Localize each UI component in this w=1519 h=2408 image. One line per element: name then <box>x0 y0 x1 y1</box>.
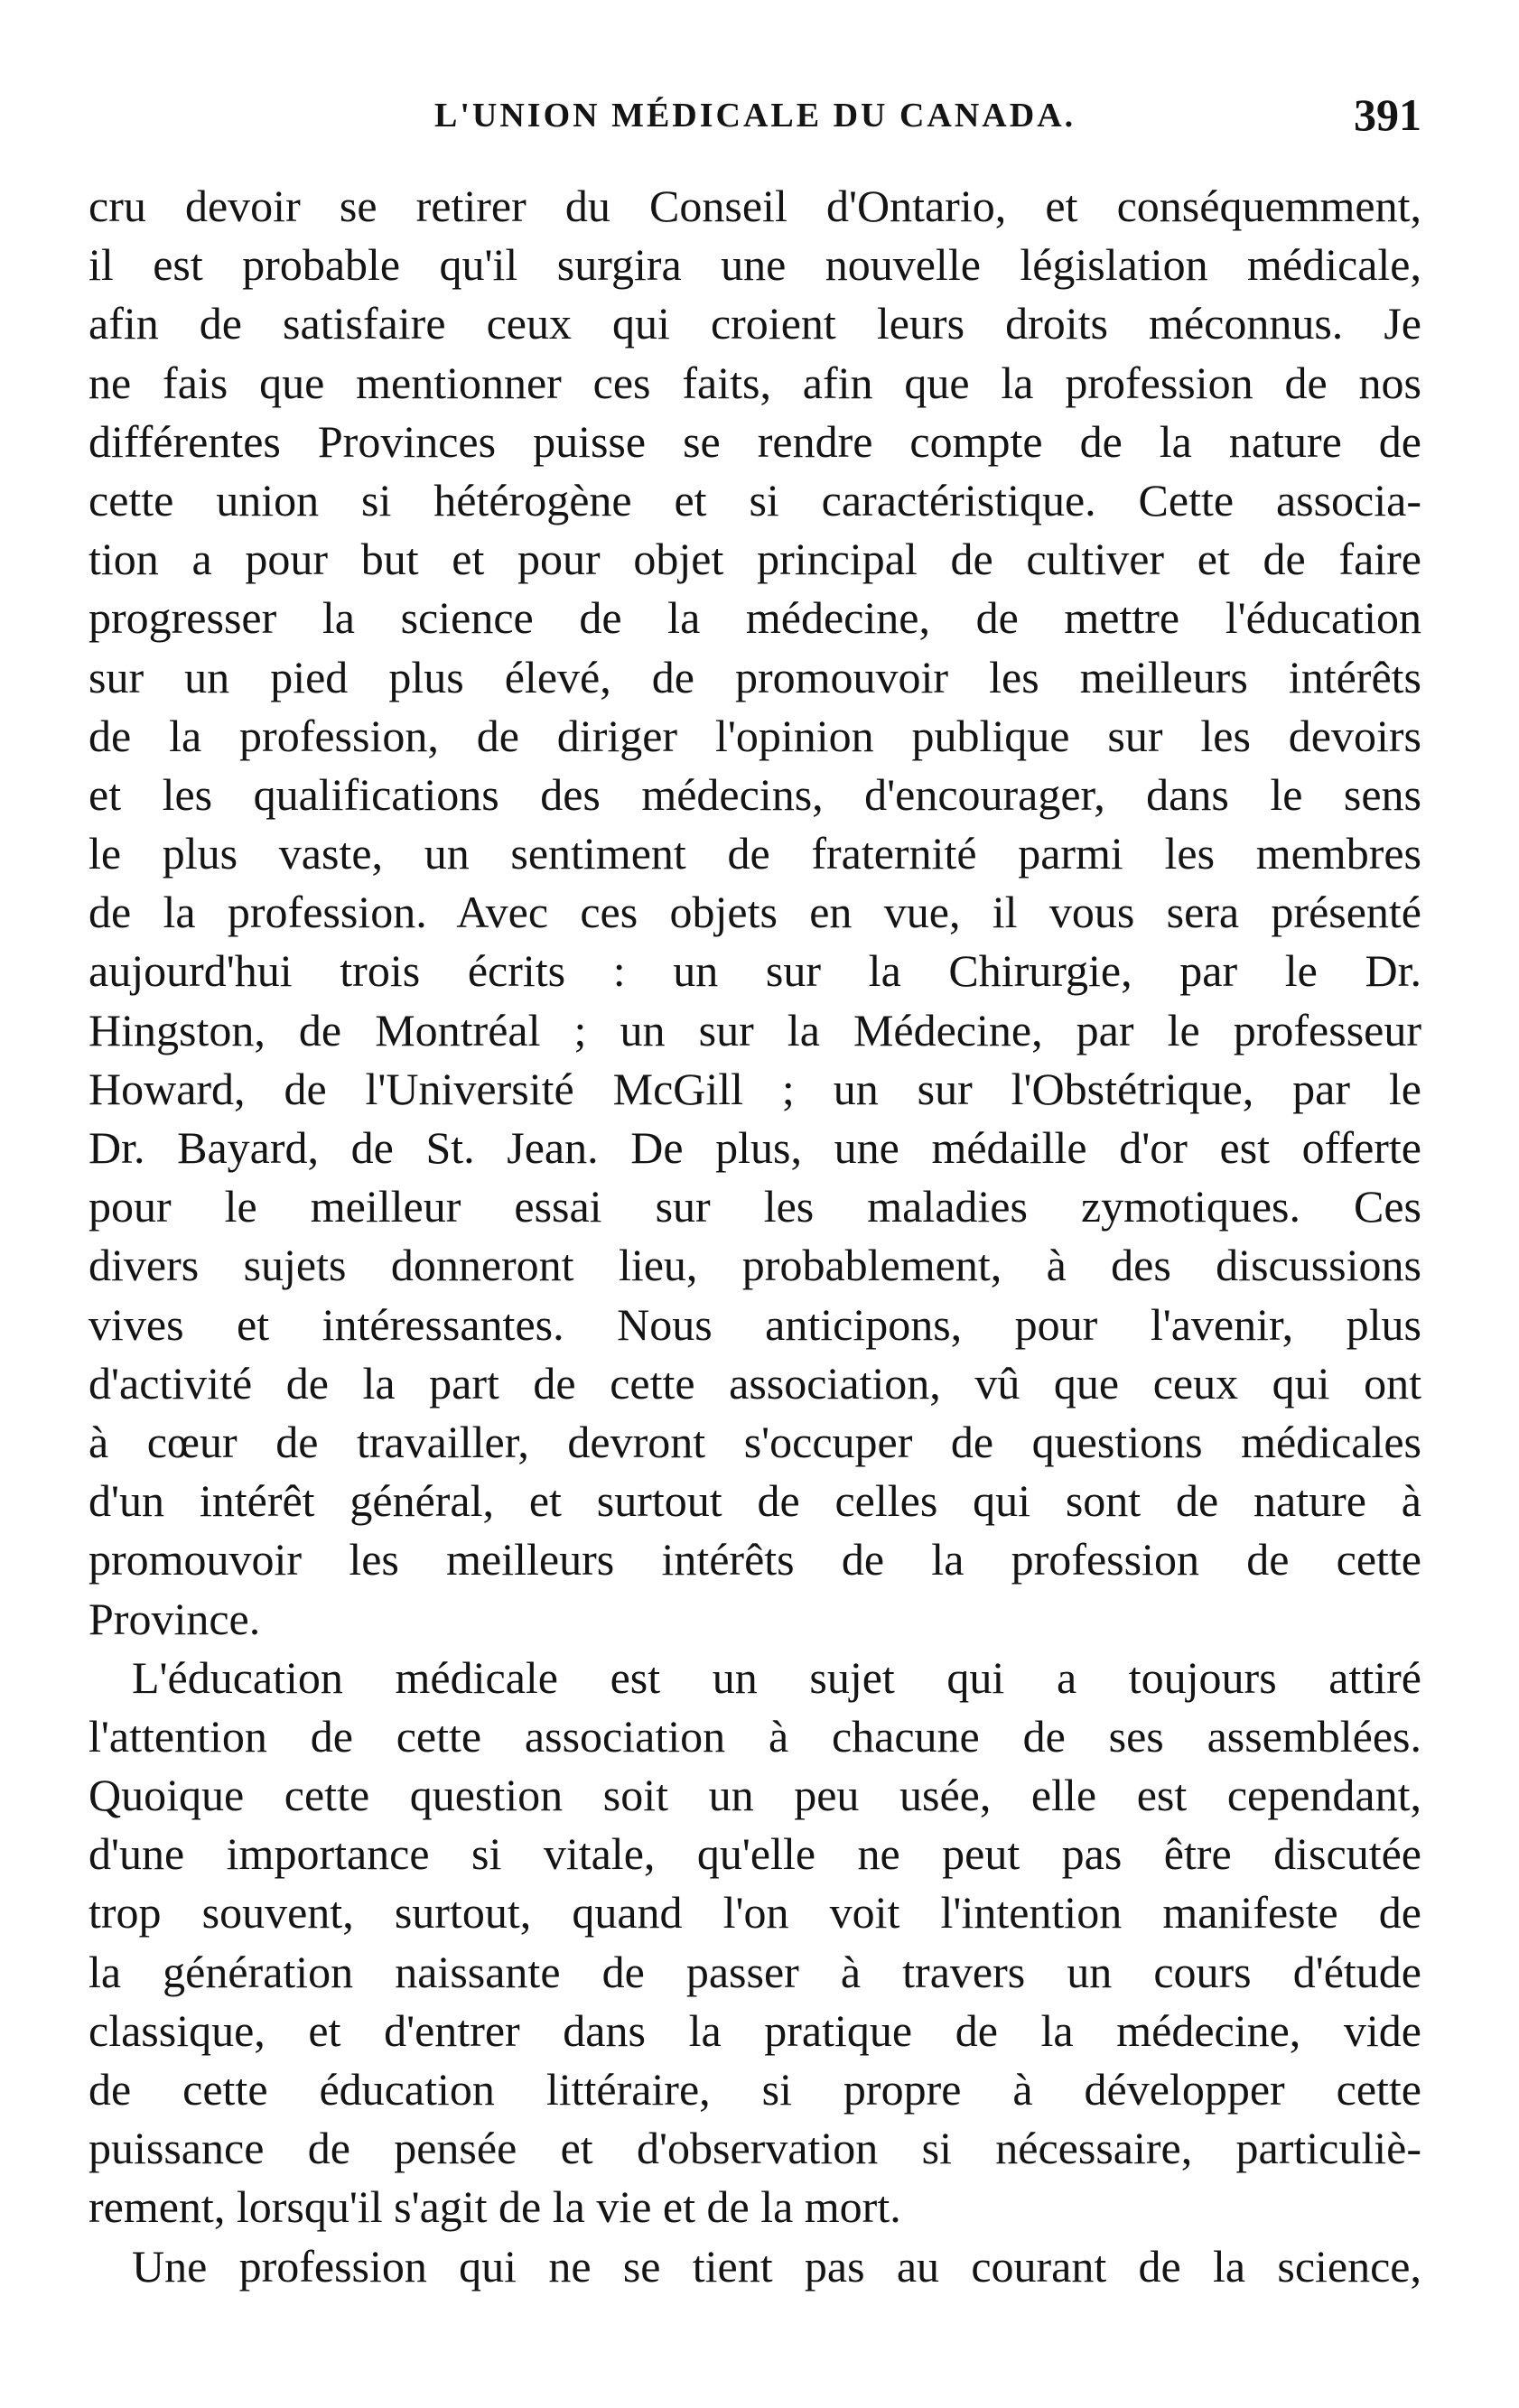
text-line: le plus vaste, un sentiment de fraternité parmi les membres <box>89 828 1421 879</box>
text-line: L'éducation médicale est un sujet qui a toujours attiré <box>132 1651 1421 1703</box>
text-line: Dr. Bayard, de St. Jean. De plus, une médaille d'or est offerte <box>89 1122 1421 1173</box>
text-line: d'une importance si vitale, qu'elle ne peut pas être discutée <box>89 1828 1421 1880</box>
page-number: 391 <box>1354 89 1421 140</box>
text-line: vives et intéressantes. Nous anticipons, pour l'avenir, plus <box>89 1298 1421 1350</box>
text-line: d'activité de la part de cette association, vû que ceux qui ont <box>89 1357 1421 1409</box>
text-line: rement, lorsqu'il s'agit de la vie et de la mort. <box>89 2181 901 2233</box>
body-text <box>89 177 1421 2296</box>
page-header <box>89 88 1421 143</box>
text-line: cru devoir se retirer du Conseil d'Ontario, et conséquemment, <box>89 181 1421 231</box>
text-line: la génération naissante de passer à travers un cours d'étude <box>89 1946 1421 1997</box>
running-title: L'UNION MÉDICALE DU CANADA. <box>434 97 1076 135</box>
text-line: puissance de pensée et d'observation si nécessaire, particuliè- <box>89 2123 1421 2174</box>
text-line: sur un pied plus élevé, de promouvoir les meilleurs intérêts <box>89 651 1421 702</box>
paragraph <box>89 2237 1421 2296</box>
text-line: l'attention de cette association à chacune de ses assemblées. <box>89 1710 1421 1762</box>
text-line: trop souvent, surtout, quand l'on voit l'intention manifeste de <box>89 1887 1421 1938</box>
text-line: de la profession, de diriger l'opinion publique sur les devoirs <box>89 710 1421 761</box>
text-line: aujourd'hui trois écrits : un sur la Chirurgie, par le Dr. <box>89 945 1421 997</box>
text-line: cette union si hétérogène et si caractéristique. Cette associa- <box>89 474 1421 525</box>
text-line: il est probable qu'il surgira une nouvelle législation médicale, <box>89 239 1421 291</box>
text-line: Province. <box>89 1593 261 1644</box>
text-line: Une profession qui ne se tient pas au courant de la science, <box>132 2240 1421 2292</box>
text-line: promouvoir les meilleurs intérêts de la profession de cette <box>89 1534 1421 1585</box>
text-line: progresser la science de la médecine, de mettre l'éducation <box>89 592 1421 644</box>
text-line: divers sujets donneront lieu, probablement, à des discussions <box>89 1240 1421 1291</box>
text-line: différentes Provinces puisse se rendre compte de la nature de <box>89 415 1421 467</box>
text-line: d'un intérêt général, et surtout de celles qui sont de nature à <box>89 1475 1421 1527</box>
text-line: et les qualifications des médecins, d'encourager, dans le sens <box>89 768 1421 820</box>
text-line: Hingston, de Montréal ; un sur la Médecine, par le professeur <box>89 1004 1421 1055</box>
text-line: classique, et d'entrer dans la pratique de la médecine, vide <box>89 2004 1421 2056</box>
paragraph <box>89 177 1421 1649</box>
text-line: de cette éducation littéraire, si propre à développer cette <box>89 2064 1421 2115</box>
paragraph <box>89 1649 1421 2237</box>
book-page <box>89 0 1421 2408</box>
text-line: tion a pour but et pour objet principal de cultiver et de faire <box>89 534 1421 585</box>
text-line: à cœur de travailler, devront s'occuper de questions médicales <box>89 1416 1421 1467</box>
text-line: ne fais que mentionner ces faits, afin que la profession de nos <box>89 357 1421 408</box>
text-line: pour le meilleur essai sur les maladies zymotiques. Ces <box>89 1181 1421 1232</box>
text-line: afin de satisfaire ceux qui croient leurs droits méconnus. Je <box>89 298 1421 349</box>
text-line: de la profession. Avec ces objets en vue, il vous sera présenté <box>89 887 1421 938</box>
text-line: Howard, de l'Université McGill ; un sur l'Obstétrique, par le <box>89 1063 1421 1114</box>
text-line: Quoique cette question soit un peu usée, elle est cependant, <box>89 1770 1421 1821</box>
